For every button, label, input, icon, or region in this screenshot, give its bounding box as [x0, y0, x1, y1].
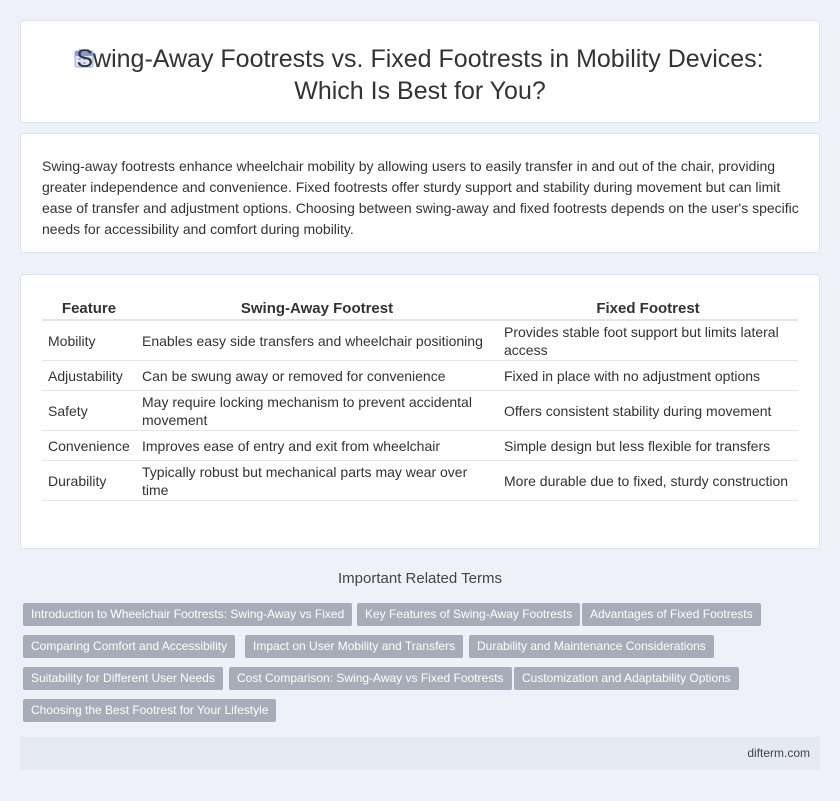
feature-cell: Convenience [42, 431, 136, 461]
related-term-tag[interactable]: Customization and Adaptability Options [514, 667, 739, 690]
feature-cell: Mobility [42, 321, 136, 361]
table-row [42, 361, 798, 391]
swing-away-cell: May require locking mechanism to prevent accidental movement [136, 391, 498, 431]
page-title: Swing-Away Footrests vs. Fixed Footrests in Mobility Devices: Which Is Best for You? [76, 45, 764, 105]
fixed-cell: Offers consistent stability during movement [498, 391, 798, 431]
footer [20, 737, 820, 770]
title-card [20, 20, 820, 123]
footer-site-link[interactable]: difterm.com [747, 746, 810, 760]
related-term-tag[interactable]: Introduction to Wheelchair Footrests: Swing-Away vs Fixed [23, 603, 352, 626]
related-term-tag[interactable]: Suitability for Different User Needs [23, 667, 223, 690]
related-terms-title: Important Related Terms [338, 570, 502, 587]
related-term-tag[interactable]: Choosing the Best Footrest for Your Lifestyle [23, 699, 276, 722]
swing-away-cell: Typically robust but mechanical parts may wear over time [136, 461, 498, 501]
table-row [42, 461, 798, 501]
related-term-tag[interactable]: Cost Comparison: Swing-Away vs Fixed Footrests [229, 667, 512, 690]
fixed-cell: Simple design but less flexible for transfers [498, 431, 798, 461]
intro-paragraph: Swing-away footrests enhance wheelchair mobility by allowing users to easily transfer in and out of the chair, providing greater independence and convenience. Fixed footrests offer sturdy support and stability during movement but can limit ease of transfer and adjustment options. Choosing between swing-away and fixed footrests depends on the user's specific needs for accessibility and comfort during mobility. [42, 158, 799, 237]
fixed-cell: Fixed in place with no adjustment options [498, 361, 798, 391]
table-row [42, 431, 798, 461]
header-swing-away: Swing-Away Footrest [136, 295, 498, 321]
feature-cell: Safety [42, 391, 136, 431]
feature-cell: Adjustability [42, 361, 136, 391]
table-header-row [42, 295, 798, 321]
swing-away-cell: Enables easy side transfers and wheelchair positioning [136, 321, 498, 361]
header-fixed: Fixed Footrest [498, 295, 798, 321]
related-term-tag[interactable]: Impact on User Mobility and Transfers [245, 635, 463, 658]
table-row [42, 391, 798, 431]
header-feature: Feature [42, 295, 136, 321]
swing-away-cell: Improves ease of entry and exit from wheelchair [136, 431, 498, 461]
comparison-table [42, 295, 798, 501]
feature-cell: Durability [42, 461, 136, 501]
comparison-card [20, 274, 820, 549]
fixed-cell: More durable due to fixed, sturdy construction [498, 461, 798, 501]
related-term-tag[interactable]: Comparing Comfort and Accessibility [23, 635, 235, 658]
intro-card [20, 133, 820, 253]
fixed-cell: Provides stable foot support but limits lateral access [498, 321, 798, 361]
related-term-tag[interactable]: Key Features of Swing-Away Footrests [357, 603, 580, 626]
swing-away-cell: Can be swung away or removed for convenience [136, 361, 498, 391]
table-row [42, 321, 798, 361]
related-term-tag[interactable]: Durability and Maintenance Considerations [469, 635, 714, 658]
related-term-tag[interactable]: Advantages of Fixed Footrests [582, 603, 761, 626]
